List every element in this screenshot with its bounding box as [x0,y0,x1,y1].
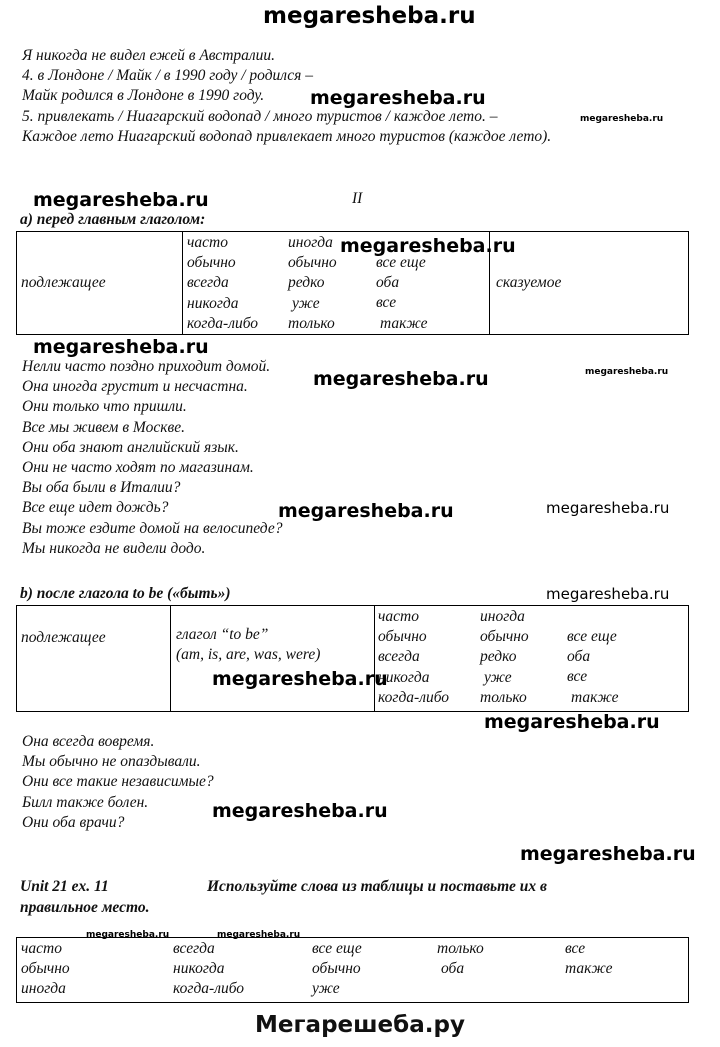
intro-line: Я никогда не видел ежей в Австралии. [22,47,276,64]
watermark: megaresheba.ru [86,930,170,940]
adverb: обычно [378,628,427,646]
watermark: megaresheba.ru [580,114,664,124]
word: часто [21,940,62,957]
section-a-sentences [22,357,282,559]
word-col [312,939,362,1000]
adverb: когда-либо [378,688,450,706]
word: когда-либо [173,980,245,998]
word-col [21,939,70,1000]
sentence: Вы оба были в Италии? [22,479,181,497]
watermark: megaresheba.ru [33,336,209,358]
table-b-verb [176,625,320,665]
watermark: megaresheba.ru [212,800,388,822]
word: иногда [21,980,66,998]
adverb: часто [187,234,228,251]
adverb: всегда [187,274,229,292]
watermark: megaresheba.ru [217,930,301,940]
word-col [437,939,484,979]
table-a-adverbs-col2 [288,233,337,334]
word-col [173,939,244,1000]
sentence: Они не часто ходят по магазинам. [22,458,254,476]
section-b-heading [20,585,231,603]
adverb: иногда [288,234,333,251]
adverb: когда-либо [187,314,259,332]
watermark: megaresheba.ru [313,368,489,390]
table-a-predicate: сказуемое [496,274,562,291]
section-a-title: перед главным глаголом: [36,211,206,228]
unit-label: Unit 21 ex. 11 [20,878,109,895]
watermark: megaresheba.ru [484,711,660,733]
adverb: обычно [187,254,236,272]
watermark: megaresheba.ru [278,500,454,522]
intro-line: 4. в Лондоне / Майк / в 1990 году / родился – [22,67,313,85]
sentence: Нелли часто поздно приходит домой. [22,358,271,375]
sentence: Мы никогда не видели додо. [22,539,206,557]
table-b [16,605,689,712]
table-b-adverbs-col1 [378,607,449,708]
watermark: megaresheba.ru [310,87,486,109]
word: также [565,960,613,978]
adverb: все [567,668,588,686]
adverb: всегда [378,648,420,666]
adverb: обычно [288,254,337,272]
watermark: megaresheba.ru [546,499,670,517]
footer-title: Мегарешеба.ру [255,1012,465,1038]
section-b-sentences [22,732,214,833]
verb-line: глагол “to be” [176,626,269,643]
word: только [437,940,484,957]
adverb: часто [378,608,419,625]
adverb: никогда [187,294,239,312]
word: все еще [312,940,362,957]
intro-line: Майк родился в Лондоне в 1990 году. [22,87,265,105]
sentence: Она иногда грустит и несчастна. [22,378,248,396]
word-table [16,937,689,1003]
watermark: megaresheba.ru [585,367,669,377]
table-b-adverbs-col3 [567,627,618,708]
intro-line: Каждое лето Ниагарский водопад привлекает много туристов (каждое лето). [22,127,552,145]
adverb: все [376,294,397,312]
word: все [565,940,586,957]
adverb: также [380,314,428,332]
adverb: редко [480,648,517,666]
word: обычно [21,960,70,978]
word: обычно [312,960,361,978]
adverb: уже [292,294,320,312]
table-b-adverbs-col2 [480,607,529,708]
word: всегда [173,940,215,957]
watermark: megaresheba.ru [33,189,209,211]
sentence: Все мы живем в Москве. [22,418,185,436]
section-numeral: II [352,190,363,207]
watermark: megaresheba.ru [520,843,696,865]
adverb: никогда [378,668,430,686]
adverb: только [288,314,335,332]
sentence: Все еще идет дождь? [22,499,169,517]
section-a-prefix: a) [20,211,33,228]
word: уже [312,980,340,998]
table-a-subject: подлежащее [21,274,106,291]
table-b-subject: подлежащее [21,629,106,646]
table-a-adverbs-col3 [376,253,427,334]
sentence: Билл также болен. [22,793,149,811]
adverb: уже [484,668,512,686]
watermark: megaresheba.ru [212,668,388,690]
sentence: Мы обычно не опаздывали. [22,753,201,771]
table-a-adverbs-col1 [187,233,258,334]
unit-instruction-1: Используйте слова из таблицы и поставьте их в [207,878,547,895]
section-b-title: после глагола to be («быть») [36,585,231,602]
adverb: также [571,688,619,706]
sentence: Они только что пришли. [22,398,187,416]
verb-line: (am, is, are, was, were) [176,646,321,664]
unit-instruction-2: правильное место. [20,899,150,916]
section-b-prefix: b) [20,585,33,602]
adverb: оба [376,274,400,292]
adverb: обычно [480,628,529,646]
sentence: Они оба врачи? [22,813,125,831]
watermark-header: megaresheba.ru [263,3,476,29]
word: никогда [173,960,225,978]
sentence: Они все такие независимые? [22,773,214,791]
intro-line: 5. привлекать / Ниагарский водопад / много туристов / каждое лето. – [22,107,498,125]
adverb: все еще [567,628,617,645]
sentence: Вы тоже ездите домой на велосипеде? [22,519,283,537]
adverb: только [480,688,527,706]
watermark: megaresheba.ru [546,585,670,603]
adverb: иногда [480,608,525,625]
section-a-heading [20,211,205,229]
adverb: все еще [376,254,426,271]
word-col [565,939,612,979]
adverb: редко [288,274,325,292]
sentence: Она всегда вовремя. [22,733,155,750]
word: оба [441,960,465,978]
adverb: оба [567,648,591,666]
sentence: Они оба знают английский язык. [22,438,239,456]
watermark: megaresheba.ru [340,235,516,257]
